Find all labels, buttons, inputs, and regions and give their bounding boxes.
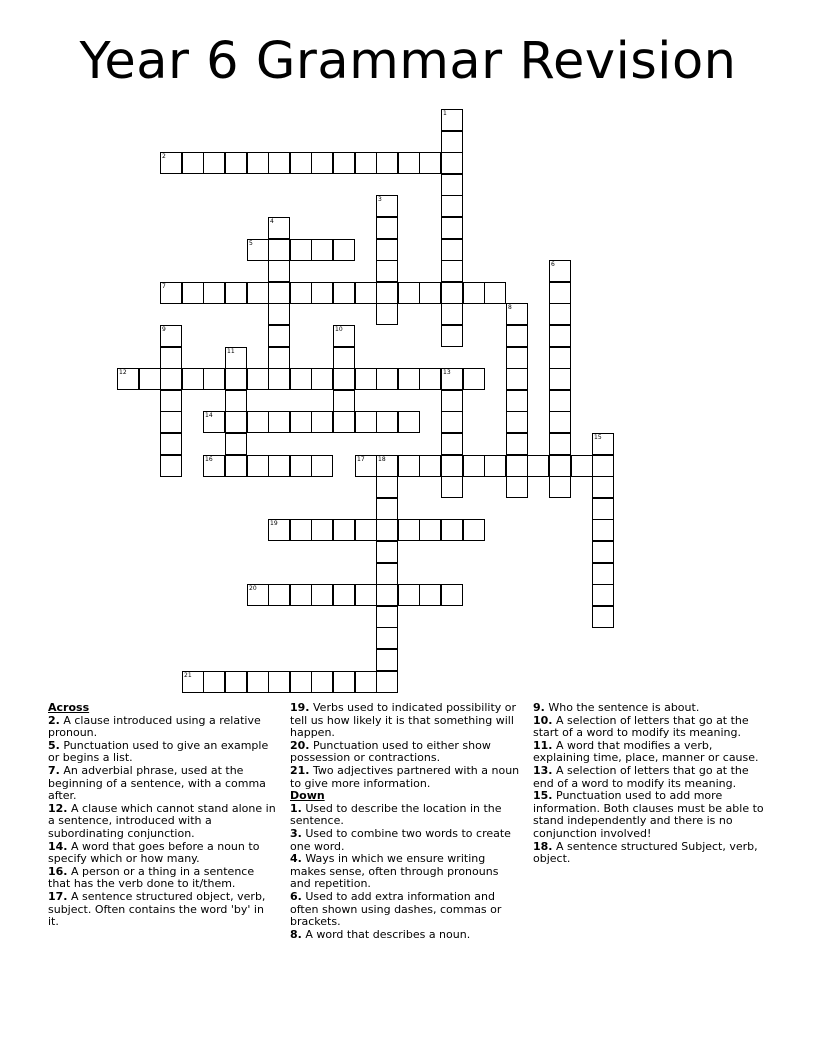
grid-cell[interactable] (506, 455, 528, 477)
grid-cell[interactable] (225, 433, 247, 455)
down-clue (533, 841, 769, 866)
clue-text: A word that goes before a noun to specify which or how many. (48, 839, 260, 866)
grid-cell[interactable] (355, 152, 377, 174)
grid-cell[interactable] (268, 282, 290, 304)
grid-cell[interactable] (290, 519, 312, 541)
clue-text: Used to combine two words to create one word. (290, 826, 511, 853)
grid-cell[interactable] (333, 368, 355, 390)
grid-cell[interactable] (290, 239, 312, 261)
grid-cell[interactable] (268, 239, 290, 261)
clue-number: 12. (48, 801, 68, 815)
grid-cell[interactable] (441, 325, 463, 347)
across-clue-list (48, 715, 276, 929)
grid-cell[interactable] (225, 368, 247, 390)
grid-cell[interactable] (441, 152, 463, 174)
grid-cell[interactable] (376, 152, 398, 174)
grid-cell[interactable] (441, 282, 463, 304)
grid-cell[interactable] (268, 671, 290, 693)
grid-cell[interactable] (333, 152, 355, 174)
grid-cell[interactable] (592, 584, 614, 606)
puzzle-title: Year 6 Grammar Revision (79, 32, 737, 91)
grid-cell[interactable] (419, 519, 441, 541)
clue-number: 18. (533, 839, 553, 853)
grid-cell[interactable] (441, 368, 463, 390)
grid-cell[interactable] (160, 433, 182, 455)
grid-cell[interactable] (441, 433, 463, 455)
down-clue (533, 790, 769, 840)
grid-cell[interactable] (419, 282, 441, 304)
grid-cell[interactable] (376, 498, 398, 520)
grid-cell[interactable] (225, 282, 247, 304)
grid-cell[interactable] (549, 390, 571, 412)
across-heading: Across (48, 701, 90, 714)
grid-cell[interactable] (376, 519, 398, 541)
grid-cell[interactable] (311, 152, 333, 174)
across-clue (48, 803, 276, 841)
grid-cell[interactable] (441, 390, 463, 412)
grid-cell[interactable] (376, 649, 398, 671)
grid-cell[interactable] (549, 325, 571, 347)
grid-cell[interactable] (441, 260, 463, 282)
grid-cell[interactable] (290, 584, 312, 606)
grid-cell[interactable] (549, 411, 571, 433)
clue-number: 19. (290, 701, 310, 714)
grid-cell[interactable] (592, 519, 614, 541)
down-clue (290, 828, 520, 853)
grid-cell[interactable] (290, 368, 312, 390)
clue-number: 8. (290, 927, 302, 941)
across-clues-column (48, 702, 276, 929)
clue-text: A clause which cannot stand alone in a sentence, introduced with a subordinating conjunction. (48, 801, 276, 840)
grid-cell[interactable] (376, 239, 398, 261)
grid-cell[interactable] (419, 455, 441, 477)
grid-cell[interactable] (376, 217, 398, 239)
grid-cell[interactable] (355, 584, 377, 606)
clue-number-label: 6 (551, 261, 555, 268)
across-clue (48, 715, 276, 740)
grid-cell[interactable] (376, 627, 398, 649)
across-clue (48, 765, 276, 803)
clue-number-label: 17 (357, 456, 365, 463)
grid-cell[interactable] (506, 476, 528, 498)
clue-text: A clause introduced using a relative pronoun. (48, 713, 261, 740)
grid-cell[interactable] (333, 519, 355, 541)
grid-cell[interactable] (376, 260, 398, 282)
grid-cell[interactable] (592, 498, 614, 520)
grid-cell[interactable] (355, 411, 377, 433)
down-clue (290, 803, 520, 828)
grid-cell[interactable] (160, 282, 182, 304)
grid-cell[interactable] (484, 282, 506, 304)
grid-cell[interactable] (247, 455, 269, 477)
clue-number: 21. (290, 763, 310, 777)
grid-cell[interactable] (268, 411, 290, 433)
clue-text: A selection of letters that go at the start of a word to modify its meaning. (533, 713, 749, 740)
clue-number-label: 14 (205, 412, 213, 419)
grid-cell[interactable] (441, 131, 463, 153)
grid-cell[interactable] (441, 476, 463, 498)
grid-cell[interactable] (441, 519, 463, 541)
clue-number-label: 11 (227, 348, 235, 355)
grid-cell[interactable] (398, 411, 420, 433)
clue-text: A sentence structured object, verb, subject. Often contains the word 'by' in it. (48, 889, 266, 929)
grid-cell[interactable] (376, 282, 398, 304)
clue-number-label: 21 (184, 672, 192, 679)
grid-cell[interactable] (506, 347, 528, 369)
grid-cell[interactable] (463, 519, 485, 541)
clue-number: 9. (533, 701, 545, 714)
down-clue (290, 891, 520, 929)
grid-cell[interactable] (484, 455, 506, 477)
grid-cell[interactable] (247, 671, 269, 693)
grid-cell[interactable] (441, 411, 463, 433)
clue-number: 4. (290, 852, 302, 866)
grid-cell[interactable] (225, 347, 247, 369)
down-clue-list (290, 803, 520, 942)
down-clue (533, 715, 769, 740)
grid-cell[interactable] (419, 152, 441, 174)
grid-cell[interactable] (182, 368, 204, 390)
grid-cell[interactable] (398, 519, 420, 541)
clue-number: 10. (533, 713, 553, 727)
clue-number-label: 4 (270, 218, 274, 225)
grid-cell[interactable] (376, 671, 398, 693)
grid-cell[interactable] (398, 455, 420, 477)
clue-number: 1. (290, 801, 302, 815)
down-clue (290, 929, 520, 942)
grid-cell[interactable] (549, 260, 571, 282)
grid-cell[interactable] (203, 411, 225, 433)
grid-cell[interactable] (592, 476, 614, 498)
clues-right-column (533, 702, 769, 866)
grid-cell[interactable] (311, 411, 333, 433)
clue-number: 20. (290, 738, 310, 752)
grid-cell[interactable] (247, 584, 269, 606)
grid-cell[interactable] (225, 455, 247, 477)
clue-number-label: 16 (205, 456, 213, 463)
grid-cell[interactable] (549, 347, 571, 369)
clue-number-label: 13 (443, 369, 451, 376)
clue-number-label: 12 (119, 369, 127, 376)
across-clue (290, 765, 520, 790)
grid-cell[interactable] (203, 455, 225, 477)
down-clue (533, 740, 769, 765)
clue-number: 17. (48, 889, 68, 903)
clue-text: Punctuation used to add more information. Both clauses must be able to stand independently and there is no conjunction involved! (533, 789, 764, 840)
grid-cell[interactable] (592, 433, 614, 455)
grid-cell[interactable] (398, 368, 420, 390)
clue-text: A selection of letters that go at the end of a word to modify its meaning. (533, 763, 749, 790)
grid-cell[interactable] (355, 368, 377, 390)
grid-cell[interactable] (290, 152, 312, 174)
grid-cell[interactable] (182, 282, 204, 304)
clue-number-label: 1 (443, 110, 447, 117)
grid-cell[interactable] (333, 671, 355, 693)
grid-cell[interactable] (203, 152, 225, 174)
clue-number-label: 20 (249, 585, 257, 592)
grid-cell[interactable] (290, 411, 312, 433)
grid-cell[interactable] (441, 584, 463, 606)
grid-cell[interactable] (268, 152, 290, 174)
grid-cell[interactable] (549, 433, 571, 455)
grid-cell[interactable] (419, 368, 441, 390)
grid-cell[interactable] (225, 390, 247, 412)
clue-number: 5. (48, 738, 60, 752)
grid-cell[interactable] (268, 325, 290, 347)
clue-text: Who the sentence is about. (548, 701, 700, 714)
grid-cell[interactable] (160, 411, 182, 433)
grid-cell[interactable] (376, 368, 398, 390)
grid-cell[interactable] (355, 519, 377, 541)
grid-cell[interactable] (506, 433, 528, 455)
across-clue (48, 740, 276, 765)
clue-number-label: 18 (378, 456, 386, 463)
clue-text: An adverbial phrase, used at the beginning of a sentence, with a comma after. (48, 763, 266, 803)
clue-text: Two adjectives partnered with a noun to give more information. (290, 763, 520, 790)
grid-cell[interactable] (441, 455, 463, 477)
grid-cell[interactable] (225, 411, 247, 433)
across-clue (290, 702, 520, 740)
grid-cell[interactable] (160, 455, 182, 477)
clues-middle-column (290, 702, 520, 941)
grid-cell[interactable] (355, 455, 377, 477)
clue-number-label: 3 (378, 196, 382, 203)
grid-cell[interactable] (160, 347, 182, 369)
grid-cell[interactable] (398, 282, 420, 304)
grid-cell[interactable] (182, 152, 204, 174)
grid-cell[interactable] (441, 195, 463, 217)
grid-cell[interactable] (441, 239, 463, 261)
grid-cell[interactable] (333, 390, 355, 412)
grid-cell[interactable] (290, 671, 312, 693)
grid-cell[interactable] (355, 671, 377, 693)
clue-text: A sentence structured Subject, verb, object. (533, 839, 758, 866)
clue-number-label: 15 (594, 434, 602, 441)
down-clue (533, 765, 769, 790)
grid-cell[interactable] (182, 671, 204, 693)
grid-cell[interactable] (592, 563, 614, 585)
grid-cell[interactable] (268, 519, 290, 541)
grid-cell[interactable] (376, 541, 398, 563)
clue-number-label: 2 (162, 153, 166, 160)
clue-text: A word that modifies a verb, explaining time, place, manner or cause. (533, 738, 759, 765)
across-clue (48, 866, 276, 891)
grid-cell[interactable] (311, 455, 333, 477)
grid-cell[interactable] (160, 152, 182, 174)
clue-number: 7. (48, 763, 60, 777)
clue-number-label: 19 (270, 520, 278, 527)
grid-cell[interactable] (376, 476, 398, 498)
grid-cell[interactable] (247, 282, 269, 304)
grid-cell[interactable] (376, 606, 398, 628)
grid-cell[interactable] (333, 584, 355, 606)
grid-cell[interactable] (268, 217, 290, 239)
grid-cell[interactable] (117, 368, 139, 390)
grid-cell[interactable] (333, 347, 355, 369)
grid-cell[interactable] (506, 325, 528, 347)
grid-cell[interactable] (592, 455, 614, 477)
grid-cell[interactable] (441, 109, 463, 131)
grid-cell[interactable] (247, 368, 269, 390)
clue-text: Punctuation used to either show possession or contractions. (290, 738, 491, 765)
clue-text: A word that describes a noun. (305, 927, 471, 941)
grid-cell[interactable] (333, 411, 355, 433)
across-clue (48, 841, 276, 866)
grid-cell[interactable] (398, 152, 420, 174)
grid-cell[interactable] (247, 239, 269, 261)
clue-number-label: 7 (162, 283, 166, 290)
clue-number: 14. (48, 839, 68, 853)
grid-cell[interactable] (592, 541, 614, 563)
grid-cell[interactable] (527, 455, 549, 477)
grid-cell[interactable] (247, 411, 269, 433)
grid-cell[interactable] (549, 476, 571, 498)
grid-cell[interactable] (311, 584, 333, 606)
grid-cell[interactable] (268, 260, 290, 282)
clue-number: 13. (533, 763, 553, 777)
clue-text: A person or a thing in a sentence that has the verb done to it/them. (48, 864, 255, 891)
grid-cell[interactable] (290, 282, 312, 304)
grid-cell[interactable] (333, 282, 355, 304)
clue-number: 15. (533, 789, 553, 803)
clue-number: 2. (48, 713, 60, 727)
across-clue-list-continued (290, 702, 520, 790)
grid-cell[interactable] (463, 455, 485, 477)
grid-cell[interactable] (463, 282, 485, 304)
grid-cell[interactable] (506, 303, 528, 325)
grid-cell[interactable] (506, 390, 528, 412)
grid-cell[interactable] (441, 174, 463, 196)
grid-cell[interactable] (311, 368, 333, 390)
grid-cell[interactable] (376, 195, 398, 217)
grid-cell[interactable] (311, 671, 333, 693)
clue-text: Used to describe the location in the sentence. (290, 801, 502, 828)
clue-text: Verbs used to indicated possibility or tell us how likely it is that something will happen. (290, 701, 517, 740)
grid-cell[interactable] (549, 455, 571, 477)
grid-cell[interactable] (592, 606, 614, 628)
grid-cell[interactable] (398, 584, 420, 606)
clue-number: 6. (290, 889, 302, 903)
across-clue (290, 740, 520, 765)
grid-cell[interactable] (139, 368, 161, 390)
grid-cell[interactable] (463, 368, 485, 390)
grid-cell[interactable] (225, 152, 247, 174)
clue-number-label: 10 (335, 326, 343, 333)
clue-number-label: 9 (162, 326, 166, 333)
grid-cell[interactable] (376, 563, 398, 585)
grid-cell[interactable] (355, 282, 377, 304)
grid-cell[interactable] (203, 368, 225, 390)
grid-cell[interactable] (441, 303, 463, 325)
grid-cell[interactable] (268, 584, 290, 606)
grid-cell[interactable] (441, 217, 463, 239)
clue-number-label: 5 (249, 240, 253, 247)
grid-cell[interactable] (311, 239, 333, 261)
grid-cell[interactable] (376, 411, 398, 433)
grid-cell[interactable] (268, 303, 290, 325)
grid-cell[interactable] (419, 584, 441, 606)
grid-cell[interactable] (376, 303, 398, 325)
grid-cell[interactable] (333, 239, 355, 261)
grid-cell[interactable] (268, 347, 290, 369)
grid-cell[interactable] (311, 282, 333, 304)
grid-cell[interactable] (203, 282, 225, 304)
grid-cell[interactable] (549, 303, 571, 325)
grid-cell[interactable] (506, 411, 528, 433)
clue-text: Punctuation used to give an example or begins a list. (48, 738, 269, 765)
grid-cell[interactable] (160, 368, 182, 390)
clue-text: Ways in which we ensure writing makes sense, often through pronouns and repetition. (290, 852, 499, 891)
grid-cell[interactable] (333, 325, 355, 347)
clue-number: 3. (290, 826, 302, 840)
clue-text: Used to add extra information and often shown using dashes, commas or brackets. (290, 889, 502, 929)
clue-number-label: 8 (508, 304, 512, 311)
grid-cell[interactable] (376, 584, 398, 606)
clue-number: 16. (48, 864, 68, 878)
across-clue (48, 891, 276, 929)
grid-cell[interactable] (311, 519, 333, 541)
grid-cell[interactable] (571, 455, 593, 477)
grid-cell[interactable] (268, 455, 290, 477)
grid-cell[interactable] (290, 455, 312, 477)
grid-cell[interactable] (203, 671, 225, 693)
down-clue (290, 853, 520, 891)
clue-number: 11. (533, 738, 553, 752)
grid-cell[interactable] (376, 455, 398, 477)
grid-cell[interactable] (549, 282, 571, 304)
grid-cell[interactable] (268, 368, 290, 390)
grid-cell[interactable] (160, 325, 182, 347)
grid-cell[interactable] (247, 152, 269, 174)
grid-cell[interactable] (549, 368, 571, 390)
down-heading: Down (290, 789, 325, 803)
down-clue-list-continued (533, 702, 769, 866)
grid-cell[interactable] (225, 671, 247, 693)
grid-cell[interactable] (506, 368, 528, 390)
grid-cell[interactable] (160, 390, 182, 412)
